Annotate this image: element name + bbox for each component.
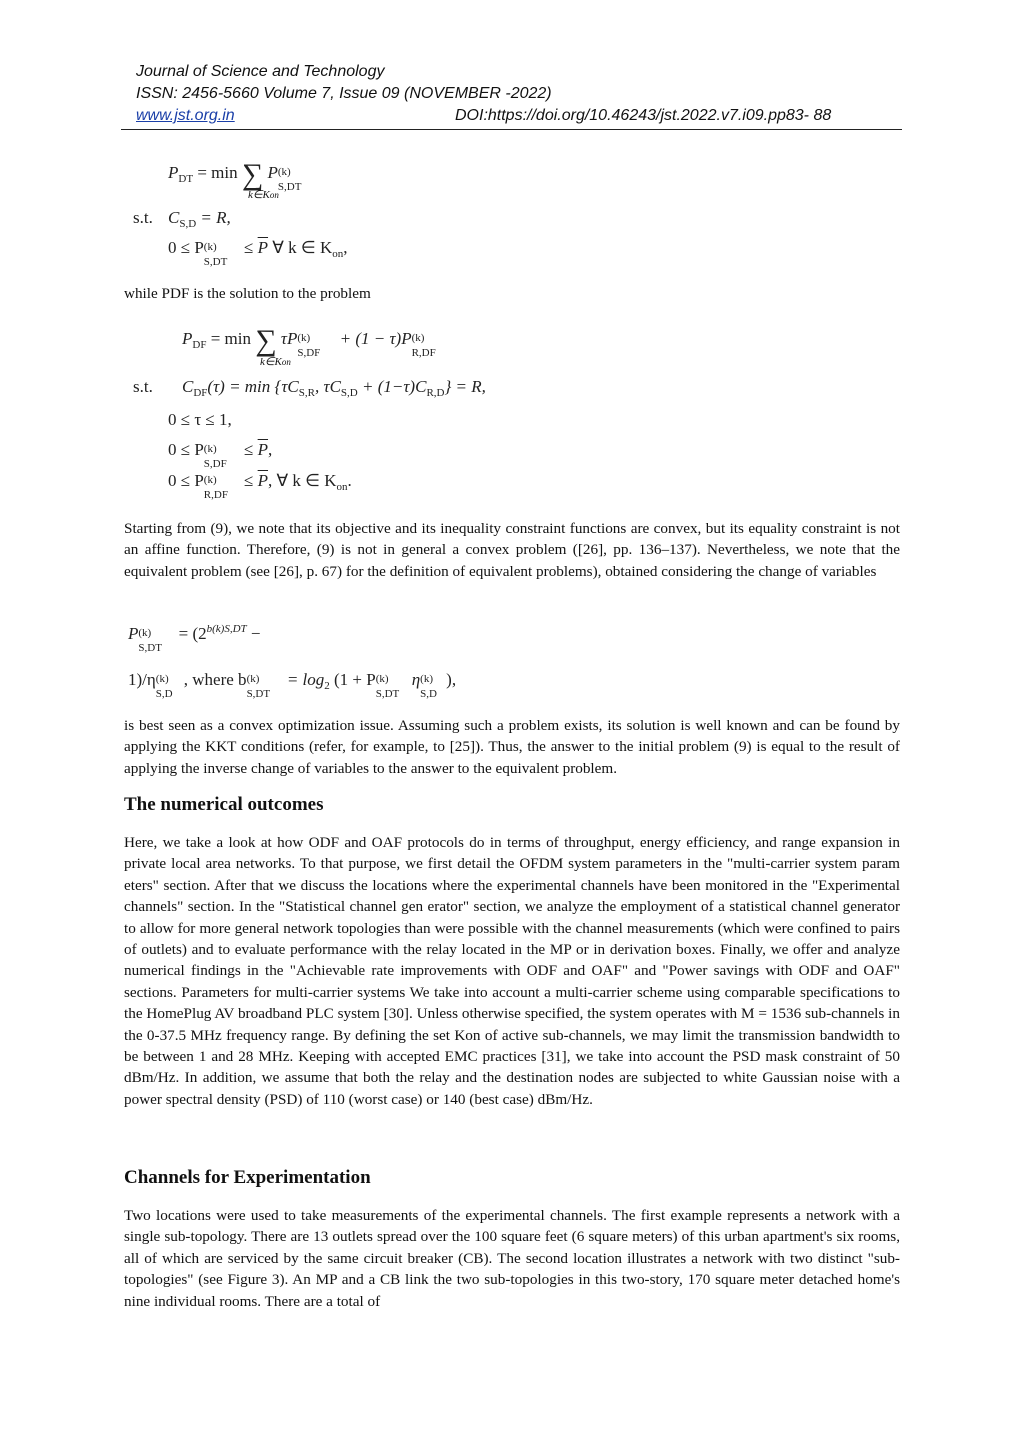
- paragraph-kkt: is best seen as a convex optimization issue. Assuming such a problem exists, its solution is well known and can be found by applying the KKT conditions (refer, for example, to [25]). Thus, the answer to the initial problem (9) is equal to the result of applying the inverse change of variables to the answer to the equivalent problem.: [124, 717, 900, 777]
- paragraph-experimental-channels: Two locations were used to take measurements of the experimental channels. The first example represents a network with a single sub-topology. There are 13 outlets spread over the 100 square feet (6 square meters) of this urban apartment's six rooms, all of which are serviced by the same circuit breaker (CB). The second location illustrates a network with two distinct "sub-topologies" (see Figure 3). An MP and a CB link the two sub-topologies in this two-story, 170 square meter detached home's nine individual rooms. There are a total of: [124, 1207, 900, 1310]
- heading-channels-experimentation: Channels for Experimentation: [124, 1167, 371, 1188]
- issn-line: ISSN: 2456-5660 Volume 7, Issue 09 (NOVEMBER -2022): [136, 85, 552, 102]
- header-rule: [121, 129, 902, 130]
- journal-title: Journal of Science and Technology: [136, 63, 385, 80]
- journal-url-link[interactable]: www.jst.org.in: [136, 107, 235, 124]
- doi-text: DOI:https://doi.org/10.46243/jst.2022.v7.i09.pp83- 88: [455, 107, 832, 124]
- paragraph-numerical-outcomes: Here, we take a look at how ODF and OAF protocols do in terms of throughput, energy efficiency, and range expansion in private local area networks. To that purpose, we first detail the OFDM system parameters in the "multi-carrier system param eters" section. After that we discuss the locations where the experimental channels have been monitored in the "Experimental channels" section. In the "Statistical channel gen erator" section, we analyze the employment of a statistical channel generator to allow for more general network topologies than were possible with the channel measurements (which were confined to pairs of outlets) and to evaluate performance with the relay located in the MP or in derivation boxes. Finally, we offer and analyze numerical findings in the "Achievable rate improvements with ODF and OAF" and "Power savings with ODF and OAF" sections. Parameters for multi-carrier systems We take into account a multi-carrier scheme using comparable specifications to the HomePlug AV broadband PLC system [30]. Unless otherwise specified, the system operates with M = 1536 sub-channels in the 0-37.5 MHz frequency range. By defining the set Kon of active sub-channels, we may limit the transmission bandwidth to be between 1 and 28 MHz. Keeping with accepted EMC practices [31], we take into account the PSD mask constraint of 50 dBm/Hz. In addition, we assume that both the relay and the destination nodes are subjected to white Gaussian noise with a power spectral density (PSD) of 110 (worst case) or 140 (best case) dBm/Hz.: [124, 834, 900, 1108]
- heading-numerical-outcomes: The numerical outcomes: [124, 794, 324, 815]
- page-header: [136, 61, 902, 127]
- paragraph-pdf-intro: while PDF is the solution to the problem: [124, 285, 371, 302]
- paragraph-convexity: Starting from (9), we note that its objective and its inequality constraint functions are convex, but its equality constraint is not an affine function. Therefore, (9) is not in general a convex problem ([26], pp. 136–137). Nevertheless, we note that the equivalent problem (see [26], p. 67) for the definition of equivalent problems), obtained considering the change of variables: [124, 520, 900, 580]
